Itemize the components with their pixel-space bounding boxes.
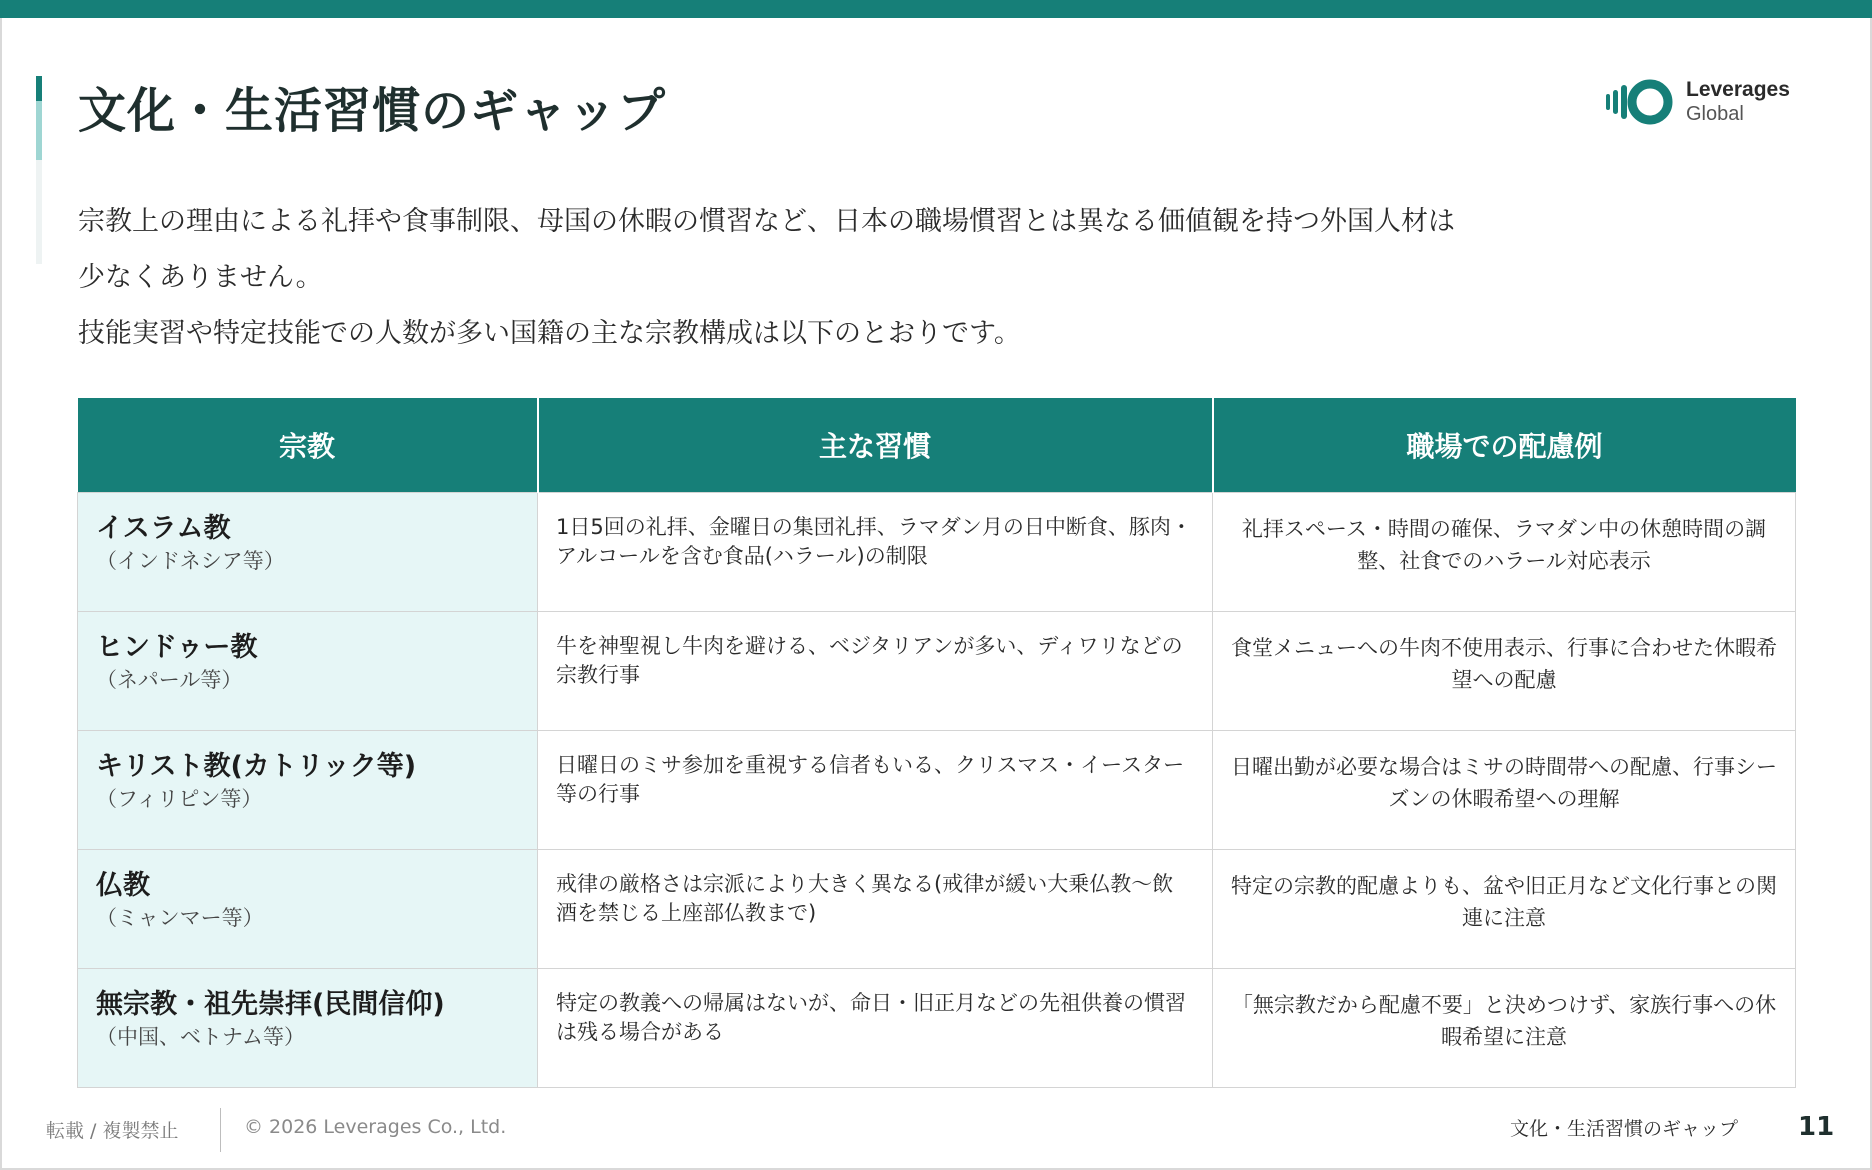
religion-country: （ミャンマー等） <box>96 905 264 930</box>
table-row <box>78 730 1796 849</box>
intro-line: 宗教上の理由による礼拝や食事制限、母国の休暇の慣習など、日本の職場慣習とは異なる価値観を持つ外国人材は <box>78 206 1455 237</box>
logo-wordmark-line2: Global <box>1686 103 1744 125</box>
care-cell: 食堂メニューへの牛肉不使用表示、行事に合わせた休暇希望への配慮 <box>1213 611 1796 730</box>
habit-cell: 日曜日のミサ参加を重視する信者もいる、クリスマス・イースター等の行事 <box>538 730 1213 849</box>
logo-wordmark-line1: Leverages <box>1686 78 1790 101</box>
leverages-logo-icon <box>1604 74 1678 130</box>
religion-cell <box>78 968 538 1087</box>
religion-name: 無宗教・祖先崇拝(民間信仰) <box>96 988 445 1020</box>
footer-notice: 転載 / 複製禁止 <box>46 1120 179 1142</box>
habit-cell: 戒律の厳格さは宗派により大きく異なる(戒律が緩い大乗仏教～飲酒を禁じる上座部仏教まで) <box>538 849 1213 968</box>
table-header-row <box>78 398 1796 492</box>
care-cell: 「無宗教だから配慮不要」と決めつけず、家族行事への休暇希望に注意 <box>1213 968 1796 1087</box>
intro-line: 少なくありません。 <box>78 262 323 293</box>
header-religion: 宗教 <box>78 398 538 492</box>
habit-cell: 牛を神聖視し牛肉を避ける、ベジタリアンが多い、ディワリなどの宗教行事 <box>538 611 1213 730</box>
care-cell: 礼拝スペース・時間の確保、ラマダン中の休憩時間の調整、社食でのハラール対応表示 <box>1213 492 1796 611</box>
care-cell: 日曜出勤が必要な場合はミサの時間帯への配慮、行事シーズンの休暇希望への理解 <box>1213 730 1796 849</box>
care-cell: 特定の宗教的配慮よりも、盆や旧正月など文化行事との関連に注意 <box>1213 849 1796 968</box>
table-row <box>78 968 1796 1087</box>
religion-table <box>77 398 1796 1088</box>
table-row <box>78 849 1796 968</box>
footer-divider <box>220 1108 221 1152</box>
religion-country: （中国、ベトナム等） <box>96 1024 305 1049</box>
religion-cell <box>78 611 538 730</box>
religion-country: （インドネシア等） <box>96 548 285 573</box>
religion-cell <box>78 730 538 849</box>
religion-cell <box>78 849 538 968</box>
footer-copyright: © 2026 Leverages Co., Ltd. <box>244 1116 507 1138</box>
religion-country: （ネパール等） <box>96 667 243 692</box>
header-main-customs: 主な習慣 <box>538 398 1213 492</box>
religion-country: （フィリピン等） <box>96 786 263 811</box>
habit-cell: 特定の教義への帰属はないが、命日・旧正月などの先祖供養の慣習は残る場合がある <box>538 968 1213 1087</box>
religion-name: キリスト教(カトリック等) <box>96 750 417 782</box>
religion-name: 仏教 <box>96 869 150 901</box>
header-workplace-consideration: 職場での配慮例 <box>1213 398 1796 492</box>
title-accent-line-faint <box>36 160 42 264</box>
table-row <box>78 611 1796 730</box>
company-logo <box>1604 74 1804 130</box>
religion-cell <box>78 492 538 611</box>
religion-name: ヒンドゥー教 <box>96 631 258 663</box>
intro-text <box>78 194 1638 362</box>
page-number: 11 <box>1798 1112 1835 1142</box>
footer-section-title: 文化・生活習慣のギャップ <box>1510 1118 1739 1140</box>
page-title: 文化・生活習慣のギャップ <box>78 83 667 139</box>
top-accent-bar <box>0 0 1872 18</box>
habit-cell: 1日5回の礼拝、金曜日の集団礼拝、ラマダン月の日中断食、豚肉・アルコールを含む食品(ハラール)の制限 <box>538 492 1213 611</box>
religion-name: イスラム教 <box>96 512 231 544</box>
title-accent-line <box>36 76 42 160</box>
table-row <box>78 492 1796 611</box>
intro-line: 技能実習や特定技能での人数が多い国籍の主な宗教構成は以下のとおりです。 <box>78 318 1021 349</box>
